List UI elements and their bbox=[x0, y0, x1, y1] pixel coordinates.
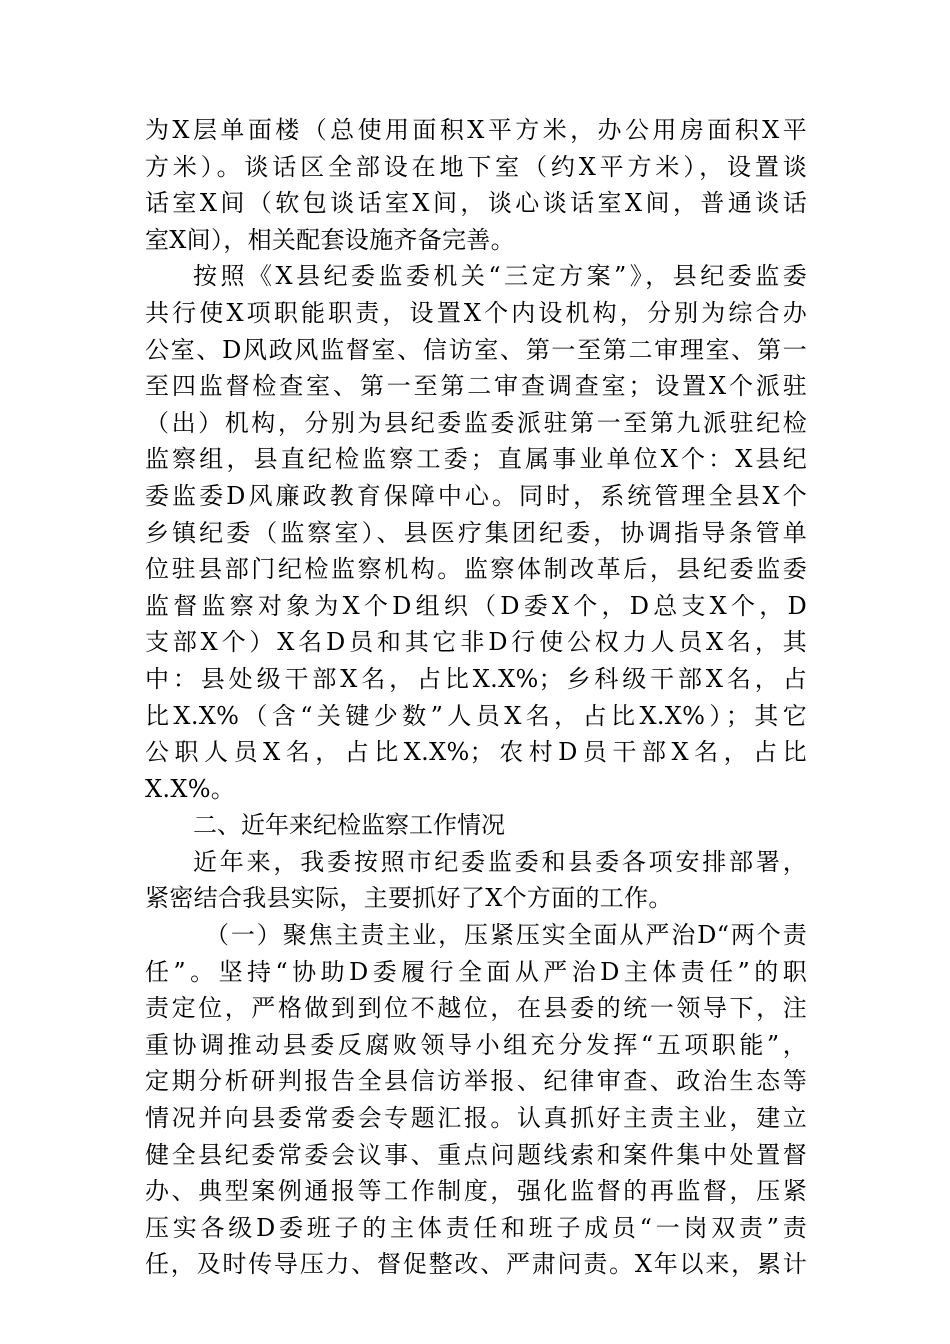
text-line: 话室X间（软包谈话室X间，谈心谈话室X间，普通谈话 bbox=[145, 189, 807, 218]
text-line: 监督监察对象为X个D组织（D委X个，D总支X个，D bbox=[145, 591, 807, 620]
section-heading: 二、近年来纪检监察工作情况 bbox=[193, 811, 505, 840]
text-line: 重协调推动县委反腐败领导小组充分发挥“五项职能”， bbox=[145, 1030, 807, 1059]
text-line: 任”。坚持“协助D委履行全面从严治D主体责任”的职 bbox=[145, 957, 807, 986]
text-line: 监察组，县直纪检监察工委；直属事业单位X个：X县纪 bbox=[145, 445, 807, 474]
text-line: 紧密结合我县实际，主要抓好了X个方面的工作。 bbox=[145, 884, 673, 913]
paragraph-main-responsibility bbox=[145, 917, 807, 1283]
text-line: 共行使X项职能职责，设置X个内设机构，分别为综合办 bbox=[145, 298, 807, 327]
text-line: 室X间），相关配套设施齐备完善。 bbox=[145, 225, 515, 254]
text-line: 近年来，我委按照市纪委监委和县委各项安排部署， bbox=[193, 847, 807, 876]
text-line: 健全县纪委常委会议事、重点问题线索和案件集中处置督 bbox=[145, 1140, 807, 1169]
text-line: 情况并向县委常委会专题汇报。认真抓好主责主业，建立 bbox=[145, 1104, 807, 1133]
text-line: 压实各级D委班子的主体责任和班子成员“一岗双责”责 bbox=[145, 1213, 807, 1242]
paragraph-organization-structure bbox=[145, 258, 807, 807]
text-line: （出）机构，分别为县纪委监委派驻第一至第九派驻纪检 bbox=[145, 408, 807, 437]
text-line: X.X%。 bbox=[145, 774, 236, 803]
text-line: 支部X个）X名D员和其它非D行使公权力人员X名，其 bbox=[145, 628, 807, 657]
document-page bbox=[145, 112, 807, 1283]
text-line: 定期分析研判报告全县信访举报、纪律审查、政治生态等 bbox=[145, 1067, 807, 1096]
text-line: 公室、D风政风监督室、信访室、第一至第二审理室、第一 bbox=[145, 335, 807, 364]
text-line: 乡镇纪委（监察室）、县医疗集团纪委，协调指导条管单 bbox=[145, 518, 807, 547]
text-line: 公职人员X名，占比X.X%；农村D员干部X名，占比 bbox=[145, 738, 807, 767]
text-line: （一）聚焦主责主业，压紧压实全面从严治D“两个责 bbox=[205, 921, 807, 950]
paragraph-building-description bbox=[145, 112, 807, 258]
text-line: 委监委D风廉政教育保障中心。同时，系统管理全县X个 bbox=[145, 481, 807, 510]
paragraph-work-overview bbox=[145, 844, 807, 917]
text-line: 至四监督检查室、第一至第二审查调查室；设置X个派驻 bbox=[145, 372, 807, 401]
text-line: 方米）。谈话区全部设在地下室（约X平方米），设置谈 bbox=[145, 152, 807, 181]
text-line: 为X层单面楼（总使用面积X平方米，办公用房面积X平 bbox=[145, 116, 807, 144]
text-line: 任，及时传导压力、督促整改、严肃问责。X年以来，累计 bbox=[145, 1250, 807, 1279]
text-line: 责定位，严格做到到位不越位，在县委的统一领导下，注 bbox=[145, 994, 807, 1023]
text-line: 按照《X县纪委监委机关“三定方案”》，县纪委监委 bbox=[193, 262, 807, 291]
text-line: 位驻县部门纪检监察机构。监察体制改革后，县纪委监委 bbox=[145, 555, 807, 584]
text-line: 办、典型案例通报等工作制度，强化监督的再监督，压紧 bbox=[145, 1177, 807, 1206]
text-line: 中：县处级干部X名，占比X.X%；乡科级干部X名，占 bbox=[145, 664, 807, 693]
text-line: 比X.X%（含“关键少数”人员X名，占比X.X%）；其它 bbox=[145, 701, 807, 730]
